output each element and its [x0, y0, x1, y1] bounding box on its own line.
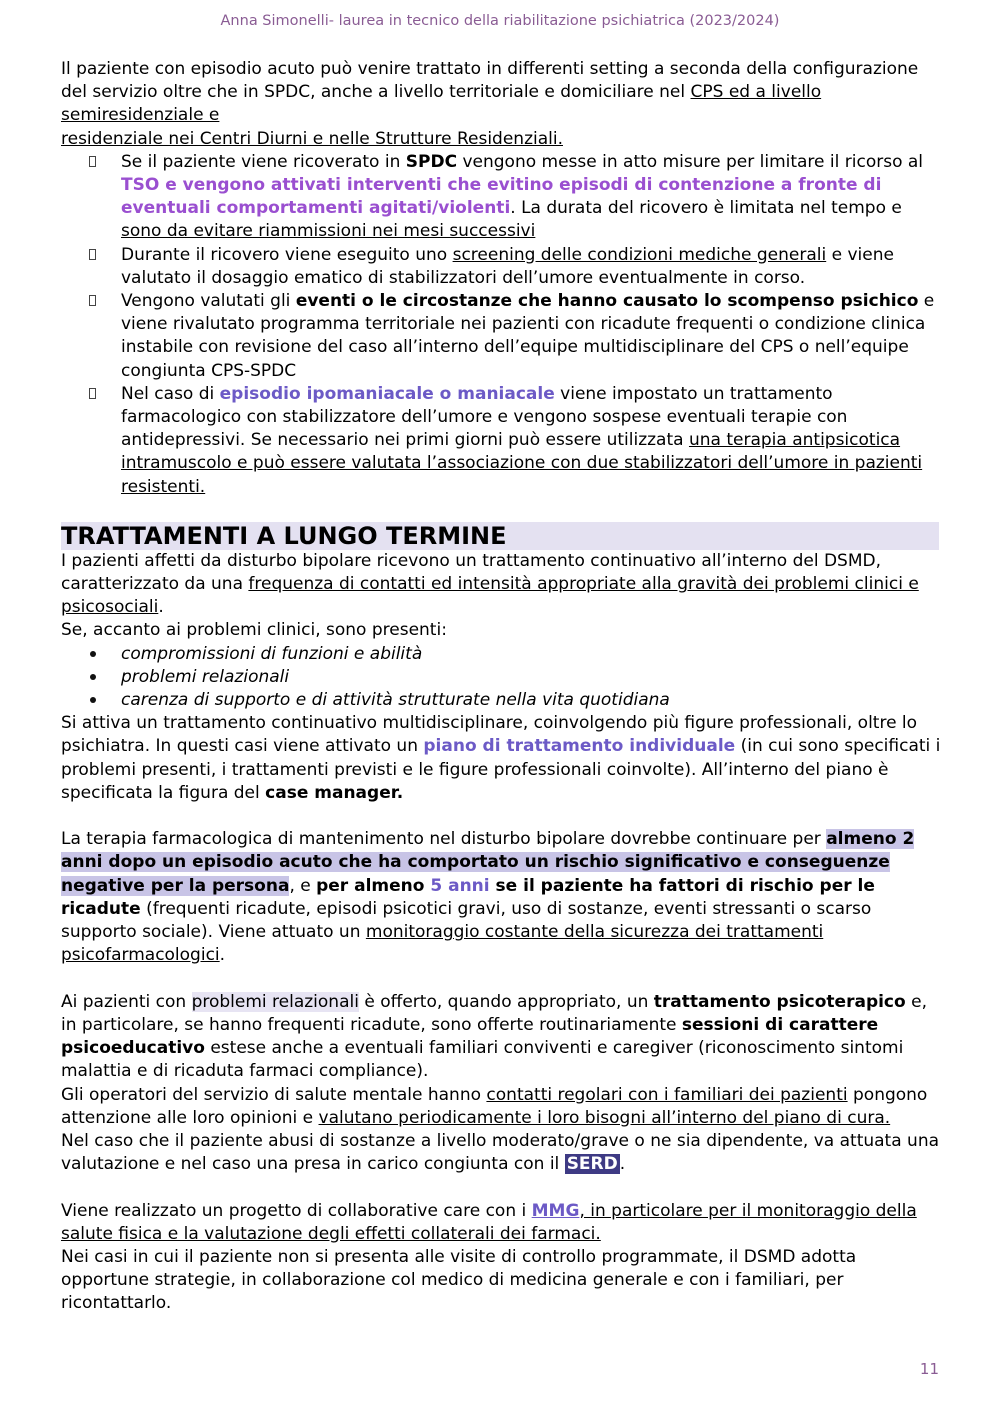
text: . [219, 945, 226, 966]
problems-list [61, 643, 941, 713]
bullet-dot-icon [90, 651, 96, 657]
item-text: problemi relazionali [121, 666, 290, 687]
item-bold: eventi o le circostanze che hanno causato lo scompenso psichico [295, 291, 919, 312]
list-item [61, 244, 941, 290]
substance-paragraph [61, 1130, 941, 1176]
item-bold: SPDC [405, 151, 458, 172]
mmg-paragraph [61, 1200, 941, 1246]
intro-underline-2: residenziale nei Centri Diurni e nelle Strutture Residenziali. [61, 128, 563, 149]
square-bullet-icon [89, 388, 96, 399]
relational-paragraph [61, 991, 941, 1084]
list-item [61, 666, 941, 689]
item-text: e viene valutato il dosaggio ematico di stabilizzatori dell’umore eventualmente in corso. [121, 244, 894, 288]
running-header: Anna Simonelli- laurea in tecnico della riabilitazione psichiatrica (2023/2024) [220, 13, 780, 29]
text: . [158, 597, 164, 618]
long-term-paragraph-2: Se, accanto ai problemi clinici, sono presenti: [61, 620, 447, 641]
highlight-text: piano di trattamento individuale [423, 736, 736, 757]
text: (frequenti ricadute, episodi psicotici gravi, uso di sostanze, eventi stressanti o scarso supporto sociale). Viene attuato un [61, 898, 872, 943]
text: La terapia farmacologica di mantenimento nel disturbo bipolare dovrebbe continuare per [61, 829, 827, 850]
item-underline: sono da evitare riammissioni nei mesi successivi [121, 221, 536, 242]
item-text: Durante il ricovero viene eseguito uno [121, 244, 453, 265]
item-text: Se il paziente viene ricoverato in [121, 151, 406, 172]
list-item [61, 151, 941, 244]
item-highlight: episodio ipomaniacale o maniacale [219, 383, 555, 404]
text: Viene realizzato un progetto di collaborative care con i [61, 1200, 532, 1221]
intro-paragraph [61, 58, 941, 151]
recontact-paragraph: Nei casi in cui il paziente non si presenta alle visite di controllo programmate, il DSMD adotta opportune strategie, in collaborazione col medico di medicina generale e con i familiari, per ricontattarlo. [61, 1246, 857, 1314]
highlight-text: 5 anni [430, 875, 490, 896]
item-underline: una terapia antipsicotica intramuscolo e può essere valutata l’associazione con due stabilizzatori dell’umore in pazienti resistenti. [121, 430, 923, 497]
square-bullet-icon [89, 295, 96, 306]
item-text: viene impostato un trattamento farmacologico con stabilizzatore dell’umore e vengono sospese eventuali terapie con antidepressivi. Se necessario nei primi giorni può essere utilizzata [121, 383, 848, 451]
underline-text: monitoraggio costante della sicurezza dei trattamenti psicofarmacologici [61, 922, 824, 966]
intro-underline-1: CPS ed a livello semiresidenziale e [61, 82, 822, 126]
section-title: TRATTAMENTI A LUNGO TERMINE [61, 522, 939, 550]
underline-text: , in particolare per il monitoraggio della salute fisica e la valutazione degli effetti collaterali dei farmaci. [61, 1200, 917, 1244]
maintenance-paragraph [61, 828, 941, 967]
acute-treatment-list [61, 151, 941, 499]
square-bullet-icon [89, 156, 96, 167]
list-item [61, 689, 941, 712]
item-text: Nel caso di [121, 383, 220, 404]
operators-paragraph [61, 1084, 941, 1130]
text: pongono attenzione alle loro opinioni e [61, 1084, 928, 1128]
bold-text: se il paziente ha fattori di rischio per le ricadute [61, 875, 875, 919]
long-term-paragraph-3 [61, 712, 941, 805]
text: I pazienti affetti da disturbo bipolare ricevono un trattamento continuativo all’interno del DSMD, caratterizzato da una [61, 550, 881, 595]
spacer [61, 1176, 941, 1199]
bold-text: case manager. [265, 782, 404, 803]
item-underline: screening delle condizioni mediche generali [452, 244, 827, 265]
highlight-text: problemi relazionali [191, 991, 359, 1012]
text: Nel caso che il paziente abusi di sostanze a livello moderato/grave o ne sia dipendente, va attuata una valutazione e nel caso una presa in carico congiunta con il [61, 1130, 940, 1175]
intro-text: Il paziente con episodio acuto può venire trattato in differenti setting a seconda della configurazione del servizio oltre che in SPDC, anche a livello territoriale e domiciliare nel [61, 59, 919, 103]
underline-text: contatti regolari con i familiari dei pazienti [486, 1084, 848, 1105]
bullet-dot-icon [90, 674, 96, 680]
underline-text: frequenza di contatti ed intensità appropriate alla gravità dei problemi clinici e psicosociali [61, 574, 919, 618]
highlight-text: MMG [531, 1200, 580, 1221]
spacer [61, 805, 941, 828]
item-text: . La durata del ricovero è limitata nel tempo e [510, 198, 902, 219]
underline-text: valutano periodicamente i loro bisogni all’interno del piano di cura. [318, 1107, 891, 1128]
square-bullet-icon [89, 249, 96, 260]
item-highlight: TSO e vengono attivati interventi che evitino episodi di contenzione a fronte di eventuali comportamenti agitati/violenti [121, 175, 882, 219]
item-text: vengono messe in atto misure per limitare il ricorso al [457, 151, 924, 172]
text: e, in particolare, se hanno frequenti ricadute, sono offerte routinariamente [61, 991, 927, 1035]
serd-badge: SERD [566, 1154, 618, 1175]
text: , e [289, 875, 317, 896]
item-text: carenza di supporto e di attività strutturate nella vita quotidiana [121, 690, 670, 711]
text: è offerto, quando appropriato, un [358, 991, 654, 1012]
page-number: 11 [919, 1360, 939, 1378]
list-item [61, 290, 941, 383]
text: Ai pazienti con [61, 991, 192, 1012]
bold-text: sessioni di carattere psicoeducativo [61, 1014, 879, 1059]
long-term-paragraph-1 [61, 550, 941, 620]
item-text: compromissioni di funzioni e abilità [121, 643, 423, 664]
list-item [61, 643, 941, 666]
text: Gli operatori del servizio di salute mentale hanno [61, 1084, 487, 1105]
highlight-text: almeno 2 anni dopo un episodio acuto che ha comportato un rischio significativo e conseguenze negative per la persona [61, 829, 915, 896]
text: Si attiva un trattamento continuativo multidisciplinare, coinvolgendo più figure professionali, oltre lo psichiatra. In questi casi viene attivato un [61, 713, 918, 757]
text: . [619, 1154, 626, 1175]
bullet-dot-icon [90, 697, 96, 703]
text: (in cui sono specificati i problemi presenti, i trattamenti previsti e le figure professionali coinvolte). All’interno del piano è specificata la figura del [61, 736, 941, 803]
bold-text: per almeno [316, 875, 431, 896]
item-text: Vengono valutati gli [121, 291, 296, 312]
spacer [61, 968, 941, 991]
list-item [61, 383, 941, 499]
item-text: e viene rivalutato programma territoriale nei pazienti con ricadute frequenti o condizione clinica instabile con revisione del caso all’interno dell’equipe multidisciplinare del CPS o nell’equipe congiunta CPS-SPDC [121, 291, 935, 381]
bold-text: trattamento psicoterapico [653, 991, 906, 1012]
text: estese anche a eventuali familiari conviventi e caregiver (riconoscimento sintomi malattia e di ricaduta farmaci compliance). [61, 1038, 904, 1082]
body-text [61, 58, 941, 1316]
